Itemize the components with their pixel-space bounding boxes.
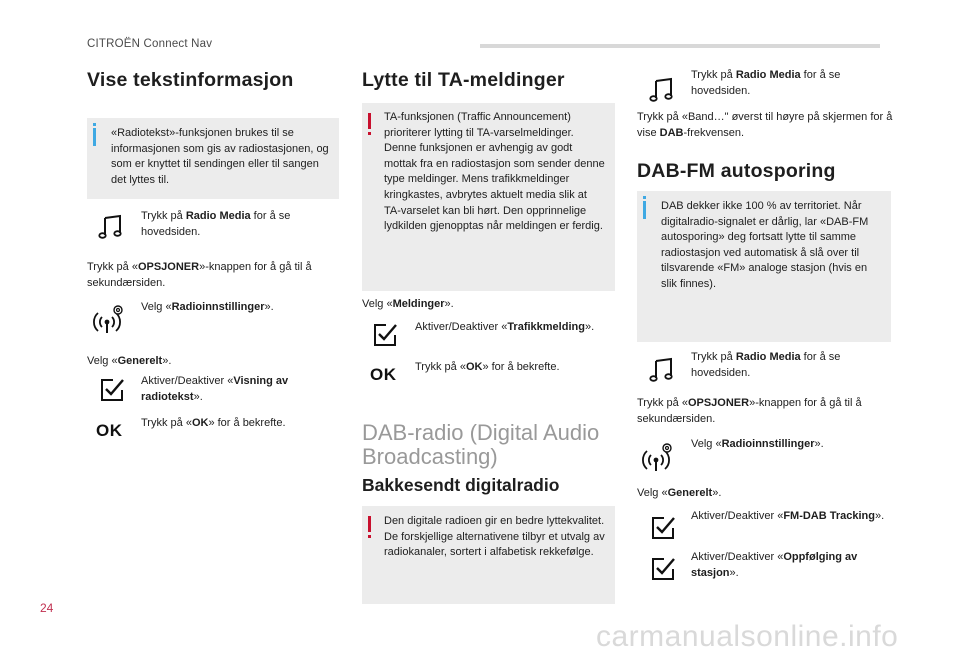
heading-bakkesendt-digitalradio: Bakkesendt digitalradio	[362, 475, 560, 495]
step-radio-media: Trykk på Radio Media for å se hovedsiden.	[691, 69, 841, 97]
checkbox-icon	[99, 377, 125, 403]
info-icon	[93, 128, 96, 146]
step-ok-confirm: Trykk på «OK» for å bekrefte.	[415, 361, 560, 373]
para-generelt: Velg «Generelt».	[637, 487, 722, 499]
header-divider	[480, 44, 880, 48]
step-trafikkmelding: Aktiver/Deaktiver «Trafikkmelding».	[415, 321, 595, 333]
warning-text-line1: Den digitale radioen gir en bedre lyttekvalitet.	[384, 515, 605, 527]
watermark-logo: carmanualsonline.info	[596, 620, 899, 653]
para-generelt: Velg «Generelt».	[87, 355, 172, 367]
step-radio-media: Trykk på Radio Media for å se hovedsiden.	[141, 210, 291, 238]
info-box-radiotekst	[87, 118, 339, 199]
music-note-icon	[648, 357, 674, 383]
info-text: «Radiotekst»-funksjonen brukes til se informasjonen som gis av radiostasjonen, og som er knyttet til sendingen eller til sangen det lyttes til.	[111, 127, 329, 186]
section-title-dab-radio: DAB-radio (Digital Audio Broadcasting)	[362, 420, 600, 469]
info-icon	[643, 201, 646, 219]
document-header: CITROËN Connect Nav	[87, 38, 213, 50]
heading-vise-tekstinformasjon: Vise tekstinformasjon	[87, 69, 294, 91]
heading-lytte-til-ta-meldinger: Lytte til TA-meldinger	[362, 69, 565, 91]
warning-text: TA-funksjonen (Traffic Announcement) prioriterer lytting til TA-varselmeldinger. Denne funksjonen er avhengig av godt mottak fra en radiostasjon som sender denne type meldinger. Mens trafikkmeldinger kringkastes, avbrytes aktuelt media slik at TA-varselet kan bli hørt. Den opprinnelige lydkilden gjenopptas når meldingen er ferdig.	[384, 111, 605, 233]
para-band: Trykk på «Band…" øverst til høyre på skjermen for å vise DAB-frekvensen.	[637, 111, 893, 139]
warning-icon	[368, 516, 371, 532]
para-meldinger: Velg «Meldinger».	[362, 298, 454, 310]
step-fm-dab-tracking: Aktiver/Deaktiver «FM-DAB Tracking».	[691, 510, 885, 522]
step-ok-confirm: Trykk på «OK» for å bekrefte.	[141, 417, 286, 429]
checkbox-icon	[372, 322, 398, 348]
music-note-icon	[97, 214, 123, 240]
info-box-dab-fm	[637, 191, 891, 342]
checkbox-icon	[650, 515, 676, 541]
step-visning-av-radiotekst: Aktiver/Deaktiver «Visning av radiotekst».	[141, 375, 289, 403]
radio-settings-icon	[640, 440, 676, 476]
warning-box-ta	[362, 103, 615, 291]
step-radio-media: Trykk på Radio Media for å se hovedsiden.	[691, 351, 841, 379]
warning-box-dab	[362, 506, 615, 604]
step-oppfolging-av-stasjon: Aktiver/Deaktiver «Oppfølging av stasjon».	[691, 551, 858, 579]
step-radioinnstillinger: Velg «Radioinnstillinger».	[691, 438, 824, 450]
warning-text-line2: De forskjellige alternativene tilbyr et utvalg av radiokanaler, sortert i alfabetisk rekkefølge.	[384, 530, 605, 559]
page-number: 24	[40, 601, 54, 615]
radio-settings-icon	[91, 302, 127, 338]
warning-icon	[368, 113, 371, 129]
para-opsjoner: Trykk på «OPSJONER»-knappen for å gå til å sekundærsiden.	[637, 397, 862, 425]
step-radioinnstillinger: Velg «Radioinnstillinger».	[141, 301, 274, 313]
ok-icon: OK	[96, 421, 123, 440]
heading-dab-fm-autosporing: DAB-FM autosporing	[637, 160, 836, 182]
para-opsjoner: Trykk på «OPSJONER»-knappen for å gå til å sekundærsiden.	[87, 261, 312, 289]
checkbox-icon	[650, 556, 676, 582]
ok-icon: OK	[370, 365, 397, 384]
info-text: DAB dekker ikke 100 % av territoriet. Når digitalradio-signalet er dårlig, lar «DAB-FM autosporing» deg fortsatt lytte til samme radiostasjon ved automatisk å slå over til tilsvarende «FM» analoge stasjon (hvis en slik finnes).	[661, 200, 869, 290]
music-note-icon	[648, 77, 674, 103]
